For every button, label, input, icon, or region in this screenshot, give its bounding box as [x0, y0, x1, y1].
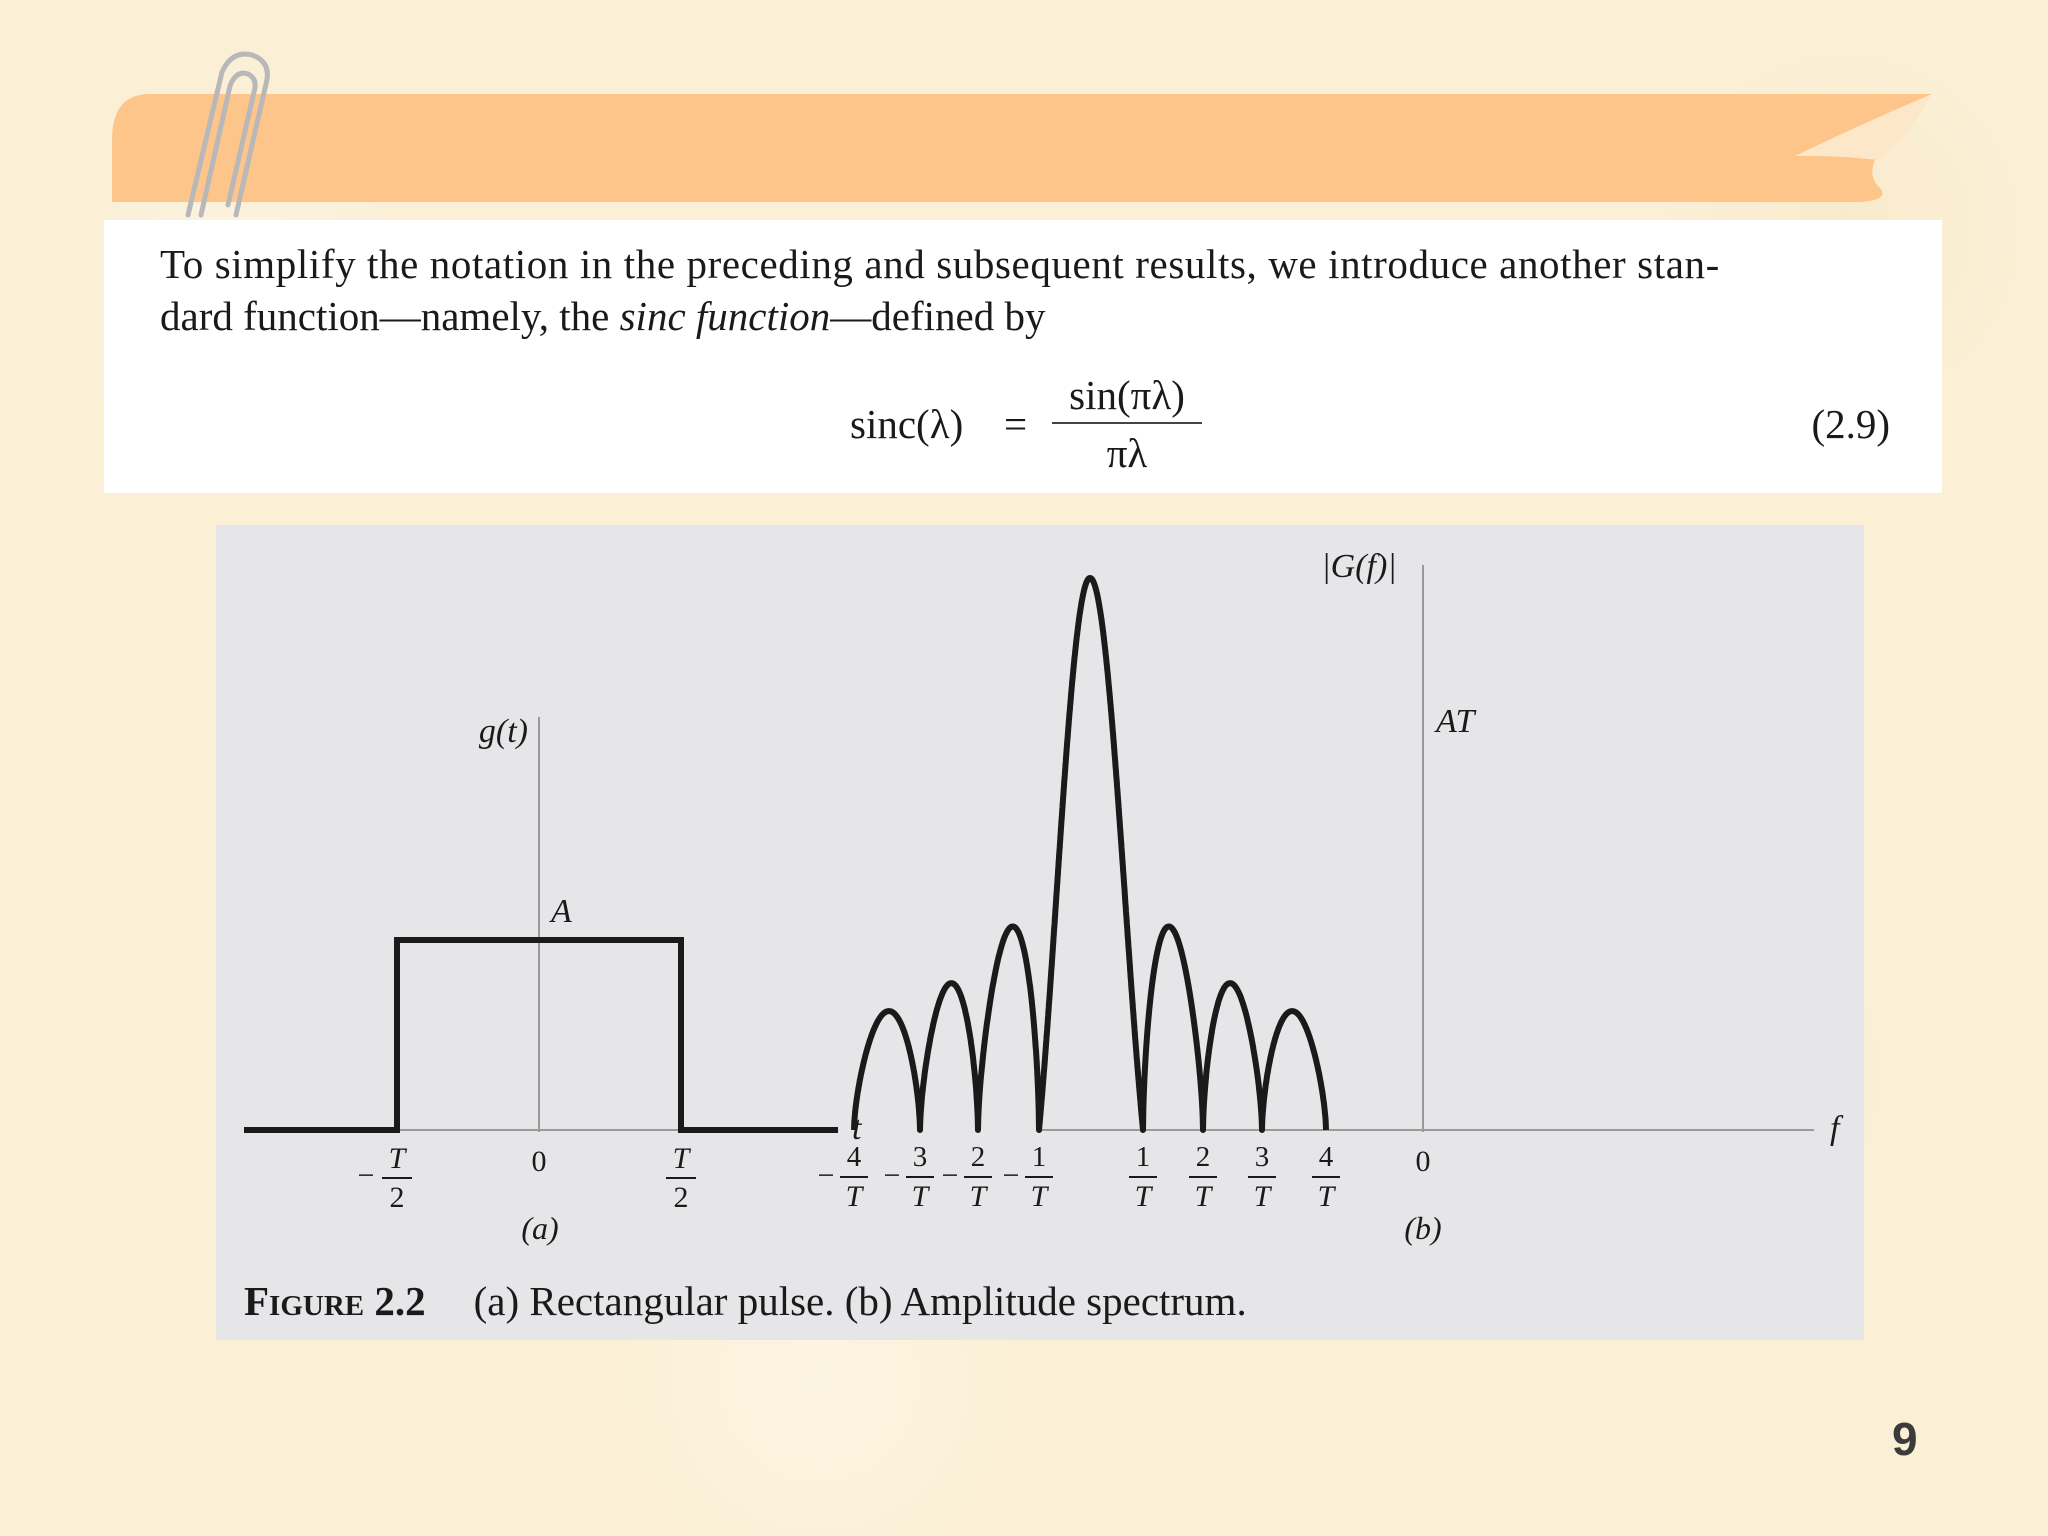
- paragraph-line-2: [160, 290, 1890, 342]
- panel-a-y-label: g(t): [478, 713, 528, 750]
- panel-a: [244, 713, 863, 1246]
- tick-numerator: 1: [1135, 1141, 1151, 1173]
- tick-minus: −: [883, 1159, 901, 1192]
- tick-right-numerator: T: [672, 1142, 690, 1175]
- tick-denominator: T: [1253, 1180, 1271, 1213]
- panel-a-sublabel: (a): [521, 1210, 559, 1246]
- term-sinc-function: sinc function: [619, 293, 831, 339]
- panel-b-x-label: f: [1830, 1110, 1840, 1147]
- text-box: [104, 220, 1942, 493]
- tick-denominator: T: [845, 1180, 863, 1213]
- caption-label: Figure 2.2: [244, 1278, 426, 1324]
- panel-b-y-label: |G(f)|: [1321, 548, 1397, 585]
- figure: [216, 525, 1864, 1340]
- tick-numerator: 3: [912, 1141, 928, 1173]
- tick-numerator: 4: [1318, 1141, 1334, 1173]
- tick-right-denominator: 2: [673, 1181, 689, 1214]
- panel-b-tick-labels: [818, 1141, 1340, 1213]
- peak-label: AT: [1436, 703, 1475, 740]
- panel-b-sublabel: (b): [1404, 1210, 1442, 1246]
- amplitude-label: A: [551, 893, 572, 930]
- banner-shape: [112, 94, 1932, 202]
- caption-text: (a) Rectangular pulse. (b) Amplitude spectrum.: [473, 1278, 1247, 1324]
- equation-numerator: sin(πλ): [1069, 372, 1185, 418]
- paragraph-text: dard function—namely, the: [160, 293, 620, 339]
- tick-denominator: T: [1317, 1180, 1335, 1213]
- equation-number: (2.9): [1811, 401, 1890, 447]
- panel-a-x-label: t: [852, 1110, 862, 1147]
- tick-minus: −: [1002, 1159, 1020, 1192]
- tick-denominator: T: [1030, 1180, 1048, 1213]
- panel-b: [818, 548, 1844, 1246]
- equation-denominator: πλ: [1106, 430, 1148, 476]
- amplitude-spectrum-curve: [854, 578, 1326, 1130]
- tick-denominator: T: [1134, 1180, 1152, 1213]
- tick-numerator: 4: [846, 1141, 862, 1173]
- header-banner: [0, 0, 2048, 230]
- tick-numerator: 2: [970, 1141, 986, 1173]
- panel-b-origin-label: 0: [1415, 1145, 1431, 1178]
- equation-fraction: [1052, 370, 1202, 476]
- paragraph-line-1: To simplify the notation in the preceding and subsequent results, we introduce another stan-: [160, 241, 1720, 287]
- tick-left-denominator: 2: [389, 1181, 405, 1214]
- tick-numerator: 2: [1195, 1141, 1211, 1173]
- tick-minus: −: [941, 1159, 959, 1192]
- figure-caption: [244, 1277, 1247, 1325]
- fraction-bar: [1052, 422, 1202, 424]
- tick-denominator: T: [969, 1180, 987, 1213]
- tick-left-numerator: T: [388, 1142, 406, 1175]
- rectangular-pulse: [244, 940, 838, 1130]
- paragraph-text: —defined by: [830, 293, 1046, 339]
- tick-denominator: T: [911, 1180, 929, 1213]
- equation-lhs: sinc(λ): [850, 401, 964, 447]
- tick-numerator: 1: [1031, 1141, 1047, 1173]
- equation-equals: =: [1004, 401, 1028, 447]
- tick-denominator: T: [1194, 1180, 1212, 1213]
- tick-minus: −: [817, 1159, 835, 1192]
- figure-plots: [216, 525, 1864, 1340]
- tick-left-minus: −: [357, 1159, 375, 1192]
- page-number: 9: [1892, 1413, 1918, 1465]
- tick-numerator: 3: [1254, 1141, 1270, 1173]
- panel-a-origin-label: 0: [531, 1145, 547, 1178]
